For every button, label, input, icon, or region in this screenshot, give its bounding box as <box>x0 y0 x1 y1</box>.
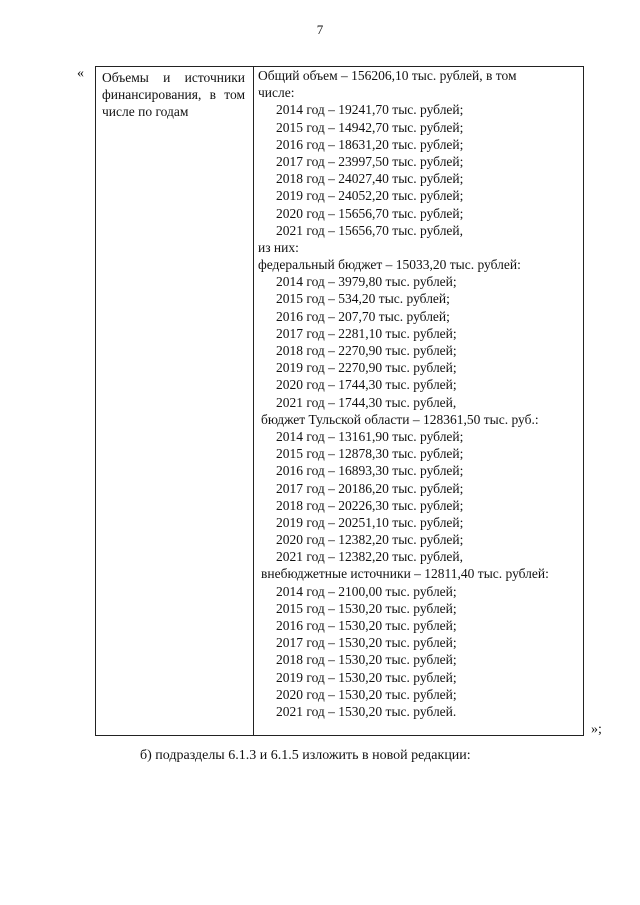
financing-line: 2015 год – 12878,30 тыс. рублей; <box>276 446 464 462</box>
financing-line: внебюджетные источники – 12811,40 тыс. рублей: <box>261 566 549 582</box>
financing-line: 2014 год – 19241,70 тыс. рублей; <box>276 102 464 118</box>
financing-line: 2016 год – 1530,20 тыс. рублей; <box>276 618 457 633</box>
financing-line: 2021 год – 12382,20 тыс. рублей, <box>276 549 464 565</box>
financing-line: 2019 год – 20251,10 тыс. рублей; <box>276 514 464 530</box>
financing-line: 2018 год – 20226,30 тыс. рублей; <box>276 497 464 513</box>
financing-line: 2018 год – 2270,90 тыс. рублей; <box>276 343 457 358</box>
financing-line: 2015 год – 534,20 тыс. рублей; <box>276 291 450 307</box>
footer-text: б) подразделы 6.1.3 и 6.1.5 изложить в новой редакции: <box>140 748 471 763</box>
financing-line: 2019 год – 1530,20 тыс. рублей; <box>276 669 457 685</box>
financing-line: 2014 год – 3979,80 тыс. рублей; <box>276 274 457 290</box>
closing-quote: »; <box>591 722 602 737</box>
financing-line: 2020 год – 1530,20 тыс. рублей; <box>276 686 457 702</box>
financing-line: 2018 год – 1530,20 тыс. рублей; <box>276 652 457 668</box>
table-value-cell <box>258 67 580 720</box>
financing-line: 2015 год – 14942,70 тыс. рублей; <box>276 119 464 135</box>
table-label-cell: Объемы и источники финансирования, в том числе по годам <box>102 70 245 119</box>
financing-line: 2021 год – 15656,70 тыс. рублей, <box>276 222 464 238</box>
financing-line: 2020 год – 15656,70 тыс. рублей; <box>276 205 464 221</box>
financing-line: 2016 год – 18631,20 тыс. рублей; <box>276 136 464 152</box>
financing-line: из них: <box>258 239 299 255</box>
financing-line: 2017 год – 1530,20 тыс. рублей; <box>276 635 457 651</box>
financing-line: 2016 год – 207,70 тыс. рублей; <box>276 308 450 324</box>
financing-line: 2014 год – 2100,00 тыс. рублей; <box>276 583 457 599</box>
financing-line: бюджет Тульской области – 128361,50 тыс. руб.: <box>261 411 539 427</box>
financing-line: 2019 год – 2270,90 тыс. рублей; <box>276 360 457 376</box>
financing-line: 2018 год – 24027,40 тыс. рублей; <box>276 171 464 187</box>
financing-line: 2017 год – 23997,50 тыс. рублей; <box>276 153 464 169</box>
financing-line: 2021 год – 1530,20 тыс. рублей. <box>276 703 457 719</box>
financing-line: 2017 год – 20186,20 тыс. рублей; <box>276 480 464 496</box>
financing-line: Общий объем – 156206,10 тыс. рублей, в том <box>258 68 517 83</box>
financing-line: 2021 год – 1744,30 тыс. рублей, <box>276 394 457 410</box>
page-number: 7 <box>316 22 324 37</box>
financing-line: 2020 год – 12382,20 тыс. рублей; <box>276 532 464 548</box>
column-divider <box>253 67 254 735</box>
financing-line: 2015 год – 1530,20 тыс. рублей; <box>276 600 457 616</box>
financing-line: 2017 год – 2281,10 тыс. рублей; <box>276 325 457 341</box>
financing-line: числе: <box>258 85 295 101</box>
opening-quote: « <box>77 66 84 81</box>
financing-line: 2019 год – 24052,20 тыс. рублей; <box>276 188 464 204</box>
financing-line: 2016 год – 16893,30 тыс. рублей; <box>276 463 464 479</box>
financing-line: 2020 год – 1744,30 тыс. рублей; <box>276 377 457 393</box>
financing-line: 2014 год – 13161,90 тыс. рублей; <box>276 428 464 444</box>
financing-line: федеральный бюджет – 15033,20 тыс. рублей: <box>258 257 521 273</box>
financing-table <box>95 66 584 736</box>
